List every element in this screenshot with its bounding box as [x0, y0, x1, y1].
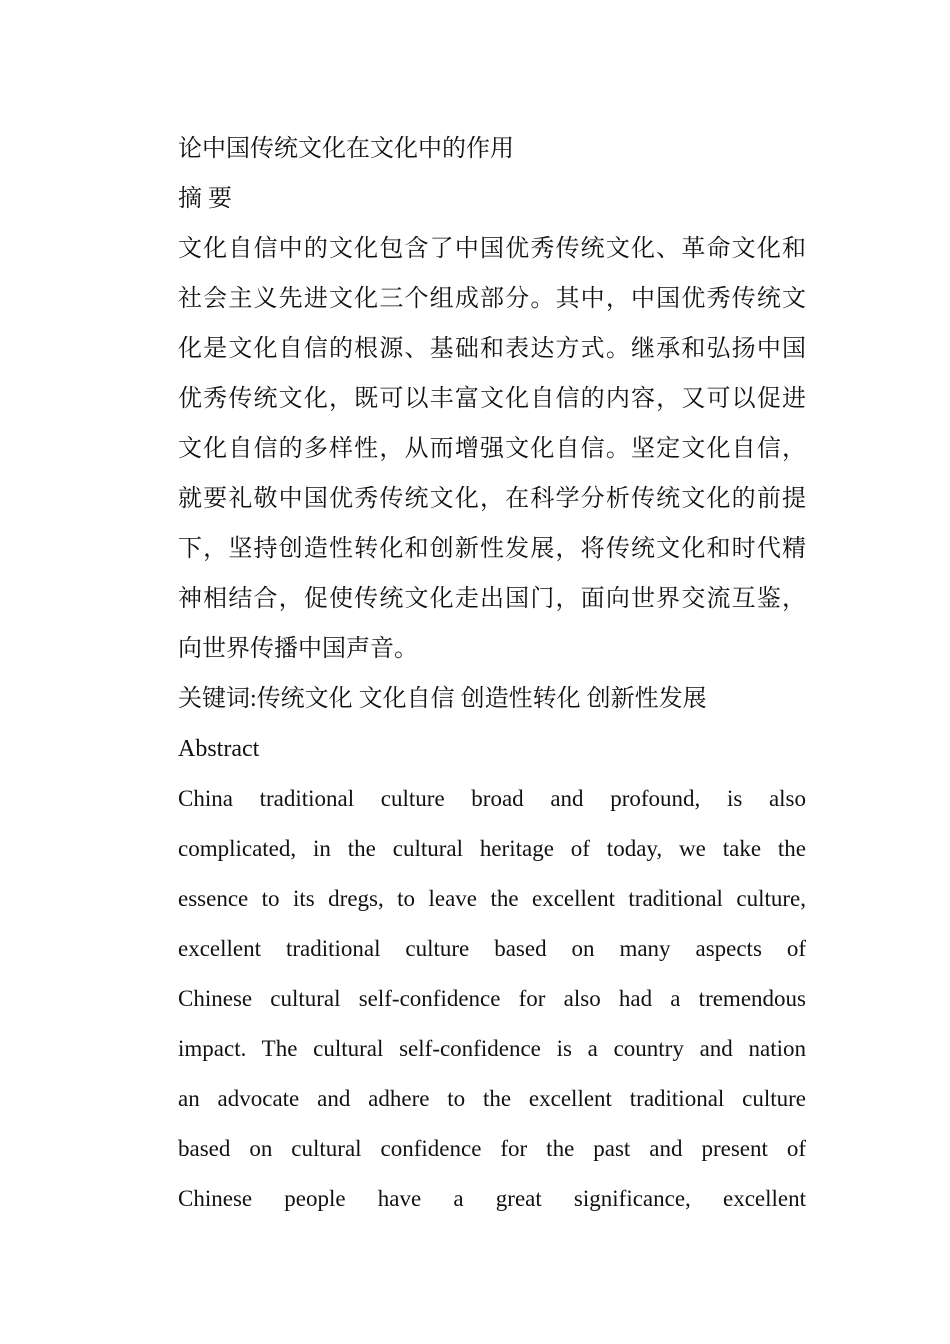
abstract-cn-line: 优秀传统文化，既可以丰富文化自信的内容，又可以促进: [178, 386, 806, 412]
abstract-cn-line: 社会主义先进文化三个组成部分。其中，中国优秀传统文: [178, 286, 806, 312]
abstract-cn-body: [178, 224, 806, 674]
abstract-cn-line: 文化自信的多样性，从而增强文化自信。坚定文化自信，: [178, 436, 806, 462]
abstract-en-line: Chinese people have a great significance, excellent: [178, 1186, 806, 1211]
abstract-en-line: essence to its dregs, to leave the excellent traditional culture,: [178, 886, 806, 911]
abstract-en-line: China traditional culture broad and profound, is also: [178, 786, 806, 811]
abstract-en-line: impact. The cultural self-confidence is a country and nation: [178, 1036, 806, 1061]
abstract-cn-line: 神相结合，促使传统文化走出国门，面向世界交流互鉴，: [178, 586, 806, 612]
abstract-en-line: Chinese cultural self-confidence for also had a tremendous: [178, 986, 806, 1011]
abstract-cn-line: 下，坚持创造性转化和创新性发展，将传统文化和时代精: [178, 536, 806, 562]
abstract-cn-line: 向世界传播中国声音。: [178, 636, 418, 662]
abstract-cn-heading: 摘 要: [178, 186, 232, 212]
abstract-en-line: complicated, in the cultural heritage of today, we take the: [178, 836, 806, 861]
abstract-cn-line: 文化自信中的文化包含了中国优秀传统文化、革命文化和: [178, 236, 806, 262]
abstract-en-line: excellent traditional culture based on many aspects of: [178, 936, 806, 961]
abstract-en-body: [178, 774, 806, 1224]
document-title: 论中国传统文化在文化中的作用: [178, 136, 514, 162]
document-page: [178, 124, 806, 1224]
abstract-cn-line: 化是文化自信的根源、基础和表达方式。继承和弘扬中国: [178, 336, 806, 362]
abstract-en-line: an advocate and adhere to the excellent traditional culture: [178, 1086, 806, 1111]
abstract-en-line: based on cultural confidence for the past and present of: [178, 1136, 806, 1161]
keywords: 关键词:传统文化 文化自信 创造性转化 创新性发展: [178, 686, 707, 712]
abstract-en-heading: Abstract: [178, 736, 260, 762]
abstract-cn-line: 就要礼敬中国优秀传统文化，在科学分析传统文化的前提: [178, 486, 806, 512]
